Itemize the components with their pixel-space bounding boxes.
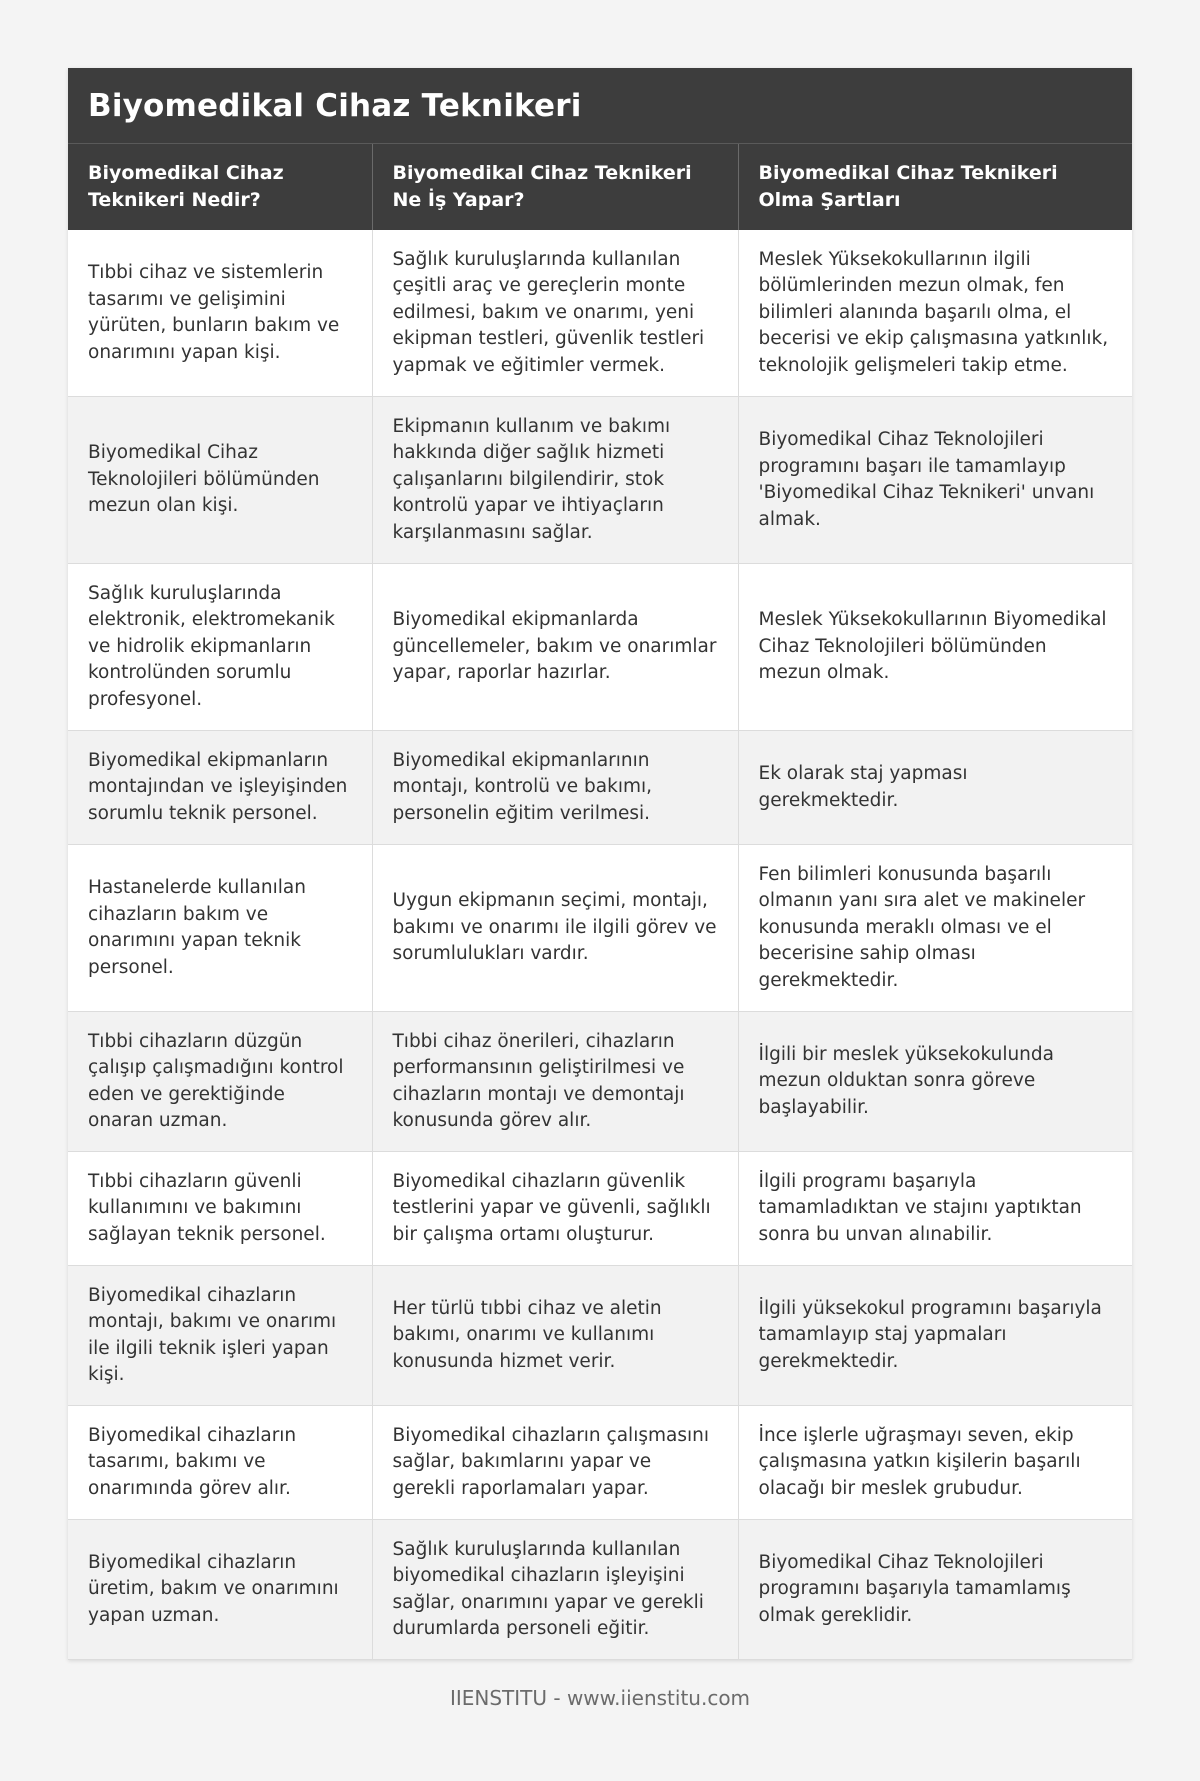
table-cell: Biyomedikal ekipmanların montajından ve işleyişinden sorumlu teknik personel. — [68, 731, 372, 845]
table-row — [68, 230, 1132, 397]
table-cell: Sağlık kuruluşlarında kullanılan çeşitli araç ve gereçlerin monte edilmesi, bakım ve onarımı, yeni ekipman testleri, güvenlik testleri yapmak ve eğitimler vermek. — [372, 230, 738, 397]
table-row — [68, 1520, 1132, 1660]
table-cell: Biyomedikal cihazların çalışmasını sağlar, bakımlarını yapar ve gerekli raporlamaları yapar. — [372, 1406, 738, 1520]
table-cell: Ek olarak staj yapması gerekmektedir. — [738, 731, 1132, 845]
table-cell: Sağlık kuruluşlarında kullanılan biyomedikal cihazların işleyişini sağlar, onarımını yapar ve gerekli durumlarda personeli eğitir. — [372, 1520, 738, 1660]
table-cell: Biyomedikal cihazların güvenlik testlerini yapar ve güvenli, sağlıklı bir çalışma ortamı oluşturur. — [372, 1152, 738, 1266]
table-cell: Meslek Yüksekokullarının Biyomedikal Cihaz Teknolojileri bölümünden mezun olmak. — [738, 564, 1132, 731]
table-row — [68, 564, 1132, 731]
table-cell: Ekipmanın kullanım ve bakımı hakkında diğer sağlık hizmeti çalışanlarını bilgilendirir, stok kontrolü yapar ve ihtiyaçların karşılanmasını sağlar. — [372, 397, 738, 564]
table-row — [68, 1152, 1132, 1266]
table-cell: Meslek Yüksekokullarının ilgili bölümlerinden mezun olmak, fen bilimleri alanında başarılı olma, el becerisi ve ekip çalışmasına yatkınlık, teknolojik gelişmeleri takip etme. — [738, 230, 1132, 397]
column-header-requirements: Biyomedikal Cihaz Teknikeri Olma Şartları — [738, 144, 1132, 230]
footer-credit: IIENSTITU - www.iienstitu.com — [449, 1686, 751, 1710]
table-cell: Hastanelerde kullanılan cihazların bakım ve onarımını yapan teknik personel. — [68, 845, 372, 1012]
table-cell: Sağlık kuruluşlarında elektronik, elektromekanik ve hidrolik ekipmanların kontrolünden sorumlu profesyonel. — [68, 564, 372, 731]
table-cell: Tıbbi cihazların güvenli kullanımını ve bakımını sağlayan teknik personel. — [68, 1152, 372, 1266]
table-cell: Biyomedikal ekipmanlarının montajı, kontrolü ve bakımı, personelin eğitim verilmesi. — [372, 731, 738, 845]
table-cell: İlgili bir meslek yüksekokulunda mezun olduktan sonra göreve başlayabilir. — [738, 1012, 1132, 1152]
table-header-row — [68, 144, 1132, 230]
table-cell: İlgili yüksekokul programını başarıyla tamamlayıp staj yapmaları gerekmektedir. — [738, 1266, 1132, 1406]
table-row — [68, 1406, 1132, 1520]
content-card — [68, 68, 1132, 1660]
table-cell: Biyomedikal Cihaz Teknolojileri programını başarıyla tamamlamış olmak gereklidir. — [738, 1520, 1132, 1660]
table-cell: Biyomedikal cihazların montajı, bakımı ve onarımı ile ilgili teknik işleri yapan kişi. — [68, 1266, 372, 1406]
table-cell: Biyomedikal cihazların tasarımı, bakımı ve onarımında görev alır. — [68, 1406, 372, 1520]
table-row — [68, 731, 1132, 845]
table-row — [68, 1266, 1132, 1406]
info-table — [68, 144, 1132, 1660]
table-cell: Biyomedikal cihazların üretim, bakım ve onarımını yapan uzman. — [68, 1520, 372, 1660]
table-cell: Uygun ekipmanın seçimi, montajı, bakımı ve onarımı ile ilgili görev ve sorumlulukları vardır. — [372, 845, 738, 1012]
table-row — [68, 397, 1132, 564]
table-cell: İlgili programı başarıyla tamamladıktan ve stajını yaptıktan sonra bu unvan alınabilir. — [738, 1152, 1132, 1266]
table-cell: Tıbbi cihaz önerileri, cihazların performansının geliştirilmesi ve cihazların montajı ve demontajı konusunda görev alır. — [372, 1012, 738, 1152]
table-cell: Biyomedikal Cihaz Teknolojileri bölümünden mezun olan kişi. — [68, 397, 372, 564]
table-cell: Her türlü tıbbi cihaz ve aletin bakımı, onarımı ve kullanımı konusunda hizmet verir. — [372, 1266, 738, 1406]
table-cell: Fen bilimleri konusunda başarılı olmanın yanı sıra alet ve makineler konusunda meraklı olması ve el becerisine sahip olması gerekmektedir. — [738, 845, 1132, 1012]
column-header-what: Biyomedikal Cihaz Teknikeri Nedir? — [68, 144, 372, 230]
table-cell: Tıbbi cihaz ve sistemlerin tasarımı ve gelişimini yürüten, bunların bakım ve onarımını yapan kişi. — [68, 230, 372, 397]
title-bar — [68, 68, 1132, 144]
table-cell: Biyomedikal Cihaz Teknolojileri programını başarı ile tamamlayıp 'Biyomedikal Cihaz Teknikeri' unvanı almak. — [738, 397, 1132, 564]
table-row — [68, 1012, 1132, 1152]
table-row — [68, 845, 1132, 1012]
column-header-duties: Biyomedikal Cihaz Teknikeri Ne İş Yapar? — [372, 144, 738, 230]
page-title: Biyomedikal Cihaz Teknikeri — [88, 87, 582, 124]
table-cell: Tıbbi cihazların düzgün çalışıp çalışmadığını kontrol eden ve gerektiğinde onaran uzman. — [68, 1012, 372, 1152]
table-cell: İnce işlerle uğraşmayı seven, ekip çalışmasına yatkın kişilerin başarılı olacağı bir meslek grubudur. — [738, 1406, 1132, 1520]
table-cell: Biyomedikal ekipmanlarda güncellemeler, bakım ve onarımlar yapar, raporlar hazırlar. — [372, 564, 738, 731]
